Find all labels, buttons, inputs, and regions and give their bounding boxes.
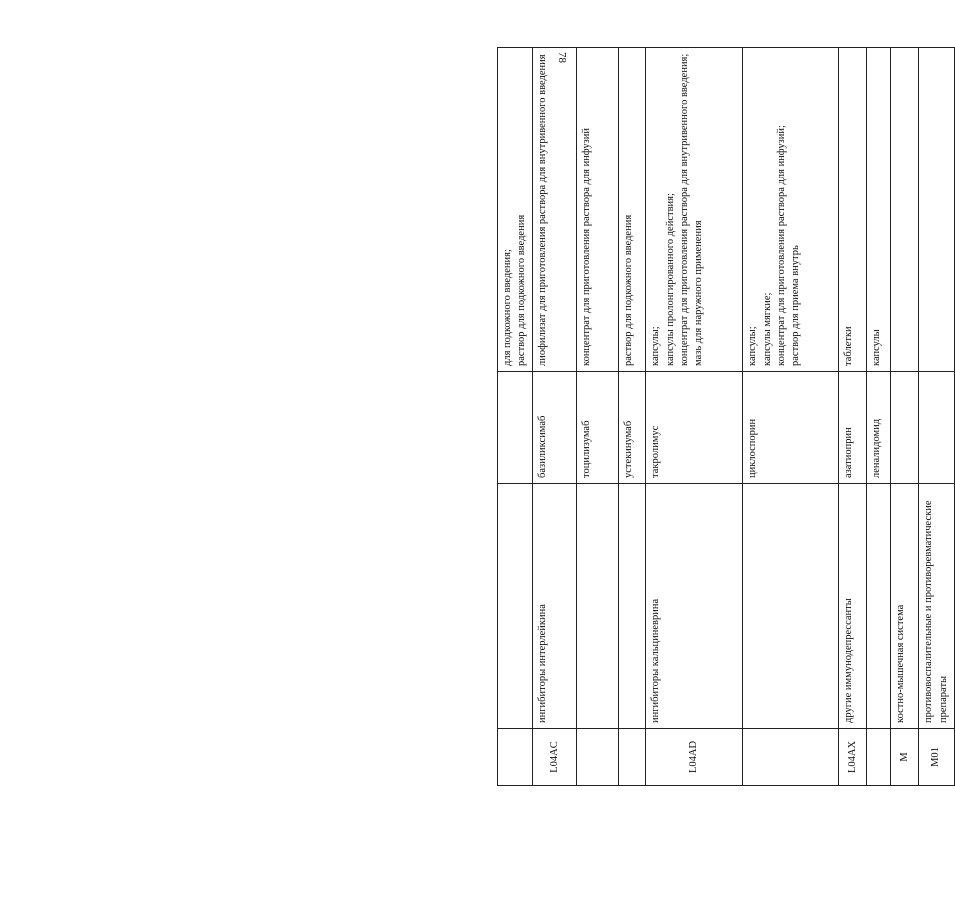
table-container — [497, 48, 949, 786]
forms-cell — [577, 48, 619, 372]
form-line: концентрат для приготовления раствора для инфузий; — [775, 125, 787, 366]
form-line: капсулы; — [650, 326, 662, 366]
form-line: раствор для приема внутрь — [789, 245, 801, 366]
forms-cell — [533, 48, 577, 372]
form-line: концентрат для приготовления раствора для инфузий — [581, 128, 593, 366]
form-line: мазь для наружного применения — [692, 220, 704, 366]
forms-cell — [498, 48, 533, 372]
form-line: раствор для подкожного введения — [623, 214, 635, 366]
form-line: капсулы мягкие; — [761, 292, 773, 366]
forms-cell — [867, 48, 891, 372]
table-row — [919, 48, 954, 786]
forms-cell — [919, 48, 954, 372]
drug-cell: леналидомид — [867, 372, 891, 484]
atc-code-cell — [577, 729, 619, 786]
drug-cell: азатиоприн — [839, 372, 867, 484]
table-row — [743, 48, 839, 786]
group-cell: ингибиторы интерлейкина — [533, 484, 577, 729]
table-row — [891, 48, 919, 786]
drug-cell: тоцилизумаб — [577, 372, 619, 484]
group-cell — [577, 484, 619, 729]
group-cell: ингибиторы кальциневрина — [646, 484, 743, 729]
table-row — [577, 48, 619, 786]
table-row — [867, 48, 891, 786]
drug-cell: такролимус — [646, 372, 743, 484]
atc-code-cell — [743, 729, 839, 786]
atc-code-cell: M01 — [919, 729, 954, 786]
group-cell — [619, 484, 646, 729]
rotated-table-frame — [497, 48, 949, 786]
forms-cell — [743, 48, 839, 372]
forms-cell — [891, 48, 919, 372]
group-cell: другие иммунодепрессанты — [839, 484, 867, 729]
table-row — [533, 48, 577, 786]
form-line: капсулы; — [747, 326, 759, 366]
atc-code-cell — [498, 729, 533, 786]
form-line: концентрат для приготовления раствора для внутривенного введения; — [678, 53, 690, 366]
atc-code-cell: M — [891, 729, 919, 786]
form-line: капсулы — [871, 329, 883, 366]
group-cell: костно-мышечная система — [891, 484, 919, 729]
atc-code-cell — [867, 729, 891, 786]
table-row — [619, 48, 646, 786]
drug-table — [497, 47, 955, 786]
drug-cell: циклоспорин — [743, 372, 839, 484]
forms-cell — [646, 48, 743, 372]
table-row — [498, 48, 533, 786]
drug-cell — [891, 372, 919, 484]
drug-cell — [919, 372, 954, 484]
atc-code-cell: L04AC — [533, 729, 577, 786]
drug-cell — [498, 372, 533, 484]
form-line: раствор для подкожного введения — [516, 214, 528, 366]
atc-code-cell — [619, 729, 646, 786]
group-cell — [867, 484, 891, 729]
form-line: для подкожного введения; — [502, 249, 513, 366]
drug-cell: устекинумаб — [619, 372, 646, 484]
form-line: капсулы пролонгированного действия; — [664, 193, 676, 366]
table-row — [646, 48, 743, 786]
table-row — [839, 48, 867, 786]
group-cell — [743, 484, 839, 729]
group-cell: противовоспалительные и противоревматические препараты — [919, 484, 954, 729]
forms-cell — [619, 48, 646, 372]
form-line: таблетки — [843, 326, 855, 366]
atc-code-cell: L04AD — [646, 729, 743, 786]
group-cell — [498, 484, 533, 729]
atc-code-cell: L04AX — [839, 729, 867, 786]
form-line: лиофилизат для приготовления раствора для внутривенного введения — [537, 54, 549, 366]
page-number: 78 — [556, 52, 568, 63]
drug-cell: базиликсимаб — [533, 372, 577, 484]
forms-cell — [839, 48, 867, 372]
